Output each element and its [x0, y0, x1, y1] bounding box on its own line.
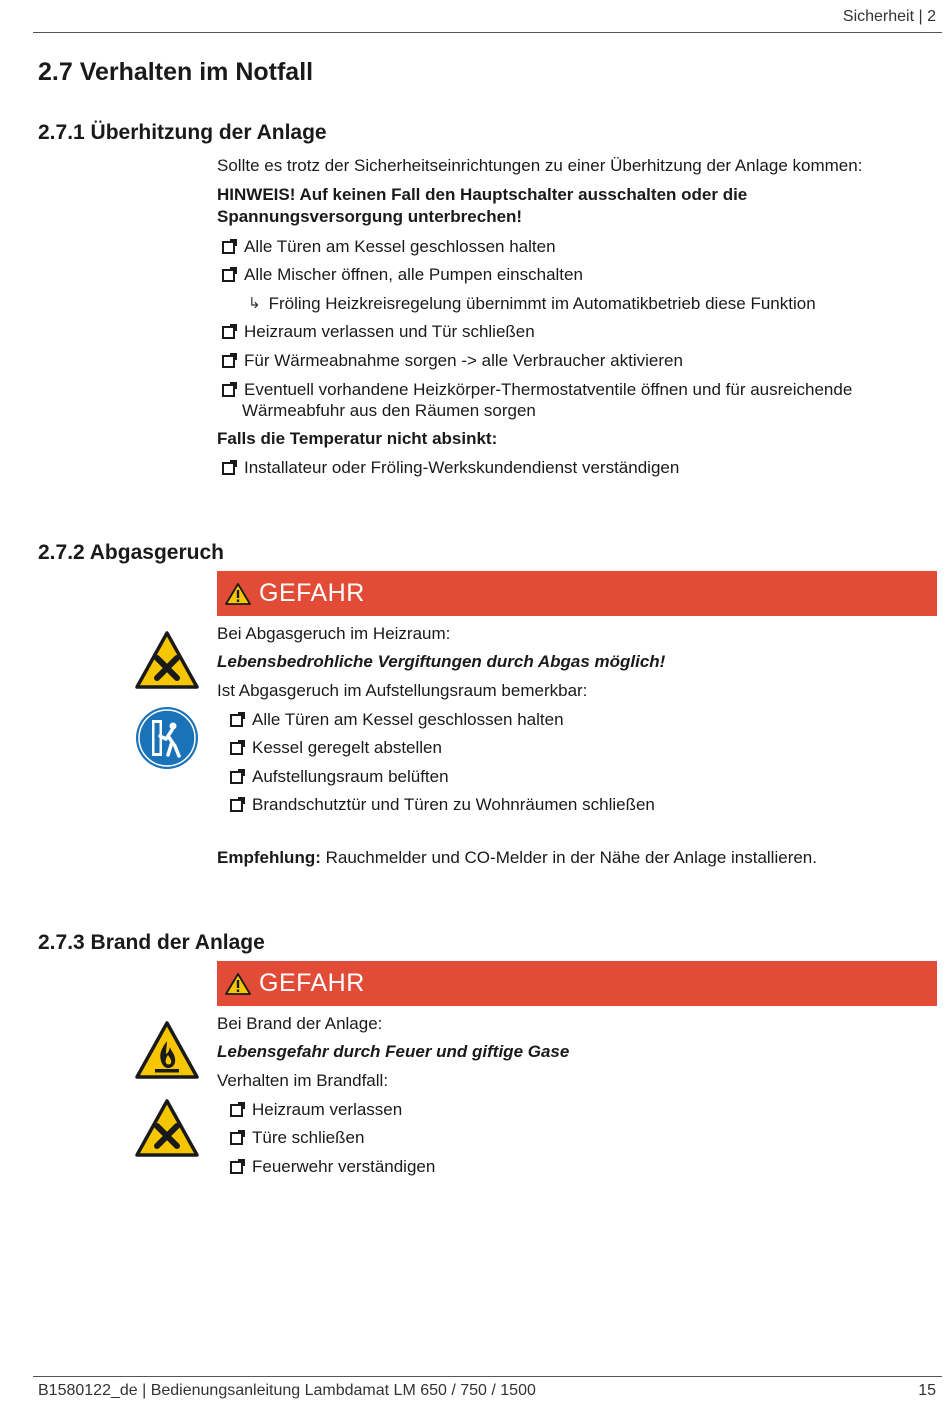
checkbox-icon	[230, 1104, 243, 1117]
header-title: Sicherheit | 2	[842, 8, 936, 25]
flue-gas-line-3: Ist Abgasgeruch im Aufstellungsraum bemerkbar:	[217, 681, 588, 700]
checkbox-icon	[230, 714, 243, 727]
danger-label: GEFAHR	[259, 579, 365, 607]
list-item: Kessel geregelt abstellen	[230, 737, 442, 758]
harmful-substance-icon	[135, 631, 199, 689]
header-divider	[33, 32, 942, 33]
close-door-icon	[135, 706, 199, 770]
list-item: Für Wärmeabnahme sorgen -> alle Verbraucher aktivieren	[222, 350, 683, 371]
notice-line-1: HINWEIS! Auf keinen Fall den Hauptschalter ausschalten oder die	[217, 185, 748, 204]
list-item: Türe schließen	[230, 1127, 364, 1148]
result-arrow-icon: ↳	[248, 295, 261, 312]
fire-warning: Lebensgefahr durch Feuer und giftige Gase	[217, 1042, 570, 1061]
checkbox-icon	[230, 1132, 243, 1145]
subsection-title-flue-gas: 2.7.2 Abgasgeruch	[38, 541, 224, 564]
recommendation	[217, 847, 817, 868]
list-item: Feuerwehr verständigen	[230, 1156, 435, 1177]
notice-line-2: Spannungsversorgung unterbrechen!	[217, 207, 523, 226]
list-item: Heizraum verlassen	[230, 1099, 402, 1120]
footer-divider	[33, 1376, 942, 1377]
danger-label: GEFAHR	[259, 969, 365, 997]
list-item-continuation: Wärmeabfuhr aus den Räumen sorgen	[242, 401, 536, 420]
list-item: Alle Türen am Kessel geschlossen halten	[222, 236, 556, 257]
if-temperature-label: Falls die Temperatur nicht absinkt:	[217, 429, 498, 448]
subsection-title-overheating: 2.7.1 Überhitzung der Anlage	[38, 121, 327, 144]
result-item: ↳ Fröling Heizkreisregelung übernimmt im Automatikbetrieb diese Funktion	[248, 294, 816, 313]
footer-document-id: B1580122_de | Bedienungsanleitung Lambdamat LM 650 / 750 / 1500	[38, 1382, 536, 1399]
warning-triangle-icon	[225, 583, 251, 605]
list-item: Brandschutztür und Türen zu Wohnräumen schließen	[230, 794, 655, 815]
list-item: Heizraum verlassen und Tür schließen	[222, 321, 535, 342]
checkbox-icon	[222, 241, 235, 254]
recommendation-label: Empfehlung:	[217, 848, 321, 867]
danger-banner	[217, 961, 937, 1006]
subsection-title-fire: 2.7.3 Brand der Anlage	[38, 931, 265, 954]
recommendation-text: Rauchmelder und CO-Melder in der Nähe der Anlage installieren.	[320, 848, 817, 867]
list-item: Alle Mischer öffnen, alle Pumpen einschalten	[222, 264, 583, 285]
warning-triangle-icon	[225, 973, 251, 995]
flue-gas-line-1: Bei Abgasgeruch im Heizraum:	[217, 624, 451, 643]
harmful-substance-icon	[135, 1099, 199, 1157]
checkbox-icon	[222, 355, 235, 368]
list-item: Aufstellungsraum belüften	[230, 766, 449, 787]
checkbox-icon	[230, 1161, 243, 1174]
checkbox-icon	[230, 771, 243, 784]
list-item: Eventuell vorhandene Heizkörper-Thermostatventile öffnen und für ausreichende	[222, 379, 852, 400]
fire-line-3: Verhalten im Brandfall:	[217, 1071, 389, 1090]
checkbox-icon	[230, 799, 243, 812]
fire-line-1: Bei Brand der Anlage:	[217, 1014, 383, 1033]
checkbox-icon	[222, 384, 235, 397]
checkbox-icon	[222, 462, 235, 475]
flue-gas-warning: Lebensbedrohliche Vergiftungen durch Abgas möglich!	[217, 652, 666, 671]
section-title: 2.7 Verhalten im Notfall	[38, 58, 314, 86]
overheating-intro: Sollte es trotz der Sicherheitseinrichtungen zu einer Überhitzung der Anlage kommen:	[217, 156, 863, 175]
list-item: Installateur oder Fröling-Werkskundendienst verständigen	[222, 457, 679, 478]
page-number: 15	[918, 1382, 936, 1399]
danger-banner	[217, 571, 937, 616]
checkbox-icon	[222, 326, 235, 339]
checkbox-icon	[230, 742, 243, 755]
checkbox-icon	[222, 269, 235, 282]
list-item: Alle Türen am Kessel geschlossen halten	[230, 709, 564, 730]
flammable-icon	[135, 1021, 199, 1079]
